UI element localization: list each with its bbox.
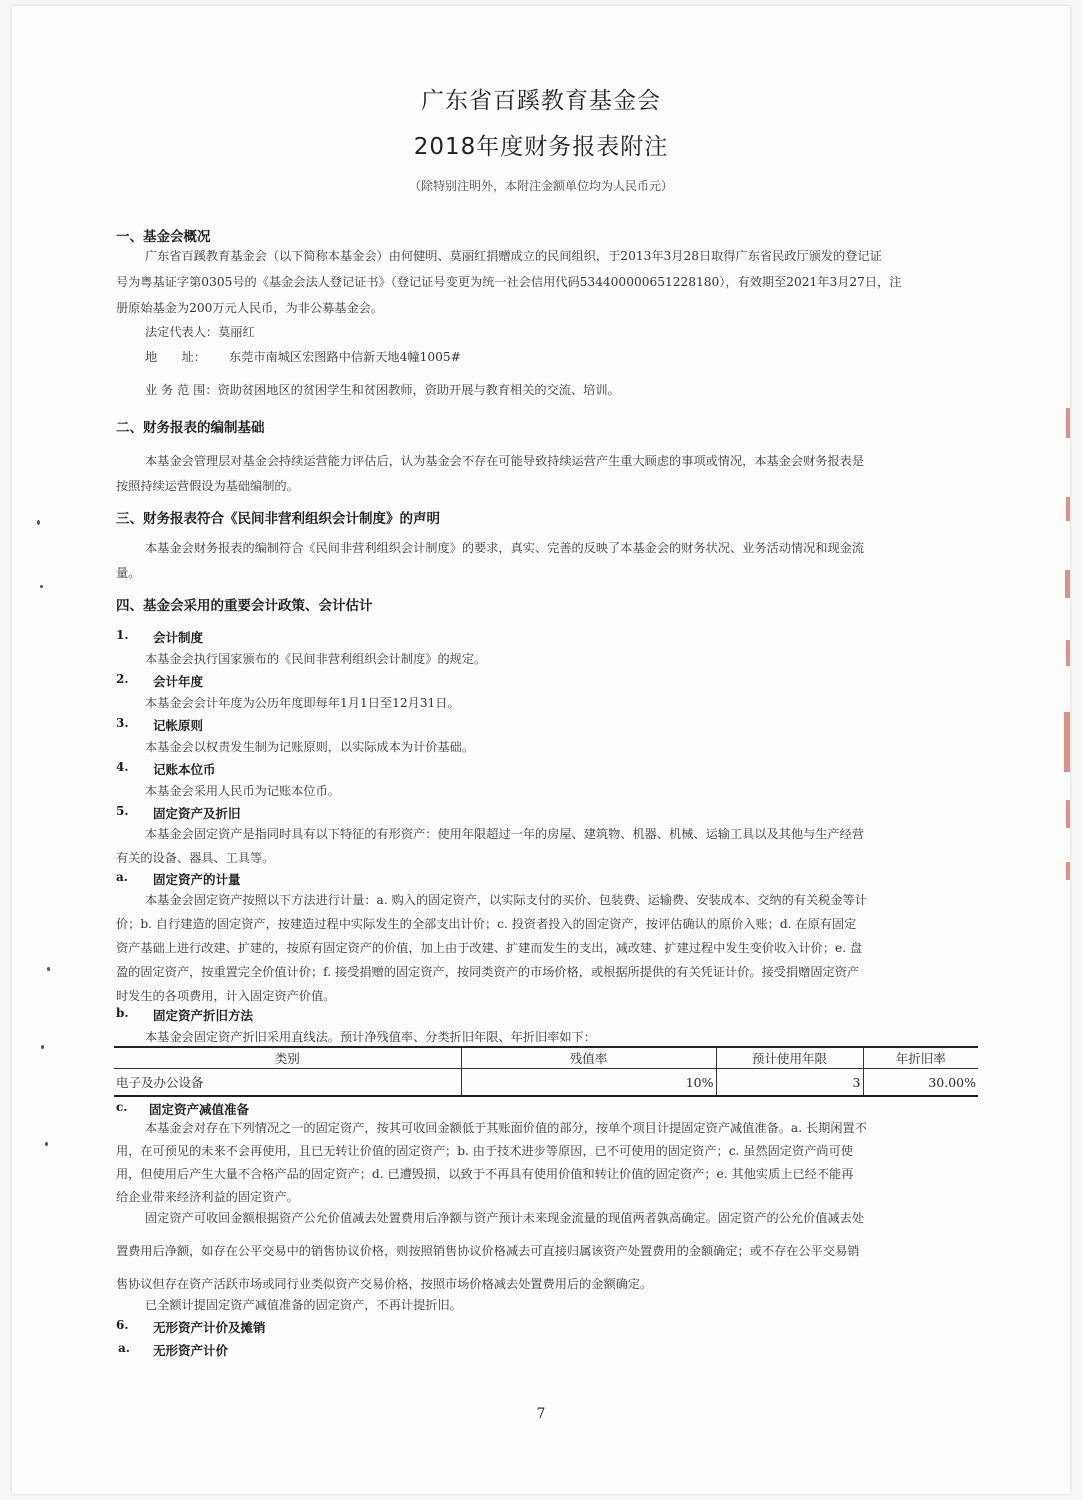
s1-line-2: 号为粤基证字第0305号的《基金会法人登记证书》（登记证号变更为统一社会信用代码534400000651228180），有效期至2021年3月27日，注 (116, 275, 902, 289)
item-5c-number: c. (116, 1100, 128, 1114)
seal-bleed-mark (1066, 497, 1070, 521)
item-3-text: 本基金会以权责发生制为记账原则，以实际成本为计价基础。 (145, 740, 475, 754)
item-5c-line-7: 售协议但存在资产活跃市场或同行业类似资产交易价格，按照市场价格减去处置费用后的金额确定。 (116, 1277, 653, 1291)
s1-line-1: 广东省百蹊教育基金会（以下简称本基金会）由何健明、莫丽红捐赠成立的民间组织，于2013年3月28日取得广东省民政厅颁发的登记证 (145, 249, 882, 263)
s2-line-1: 本基金会管理层对基金会持续运营能力评估后，认为基金会不存在可能导致持续运营产生重大顾虑的事项或情况，本基金会财务报表是 (145, 454, 865, 468)
item-5b-number: b. (116, 1006, 129, 1020)
item-5a-line-1: 本基金会固定资产按照以下方法进行计量：a. 购入的固定资产，以实际支付的买价、包装费、运输费、安装成本、交纳的有关税金等计 (145, 893, 867, 907)
section-4-heading: 四、基金会采用的重要会计政策、会计估计 (116, 598, 373, 614)
table-header-row (114, 1047, 978, 1069)
scan-speck (45, 1142, 48, 1146)
item-2-title: 会计年度 (153, 674, 204, 689)
seal-bleed-mark (1064, 712, 1070, 772)
scan-speck (40, 585, 43, 588)
item-5c-line-4: 给企业带来经济利益的固定资产。 (116, 1190, 299, 1204)
item-5a-line-5: 时发生的各项费用，计入固定资产价值。 (116, 989, 336, 1003)
s1-line-3: 册原始基金为200万元人民币，为非公募基金会。 (116, 301, 384, 315)
s3-line-1: 本基金会财务报表的编制符合《民间非营利组织会计制度》的要求，真实、完善的反映了本基金会的财务状况、业务活动情况和现金流 (145, 541, 865, 555)
item-1-title: 会计制度 (153, 630, 204, 645)
address-label: 地 址： (145, 350, 206, 364)
item-5c-line-3: 用，但使用后产生大量不合格产品的固定资产；d. 已遭毁损，以致于不再具有使用价值和转让价值的固定资产；e. 其他实质上已经不能再 (116, 1167, 854, 1181)
legal-representative: 法定代表人：莫丽红 (145, 325, 255, 339)
seal-bleed-mark (1066, 862, 1070, 880)
item-4-number: 4. (116, 760, 129, 774)
s2-line-2: 按照持续运营假设为基础编制的。 (116, 479, 299, 493)
scan-speck (47, 967, 50, 971)
scan-speck (37, 520, 40, 525)
item-2-text: 本基金会会计年度为公历年度即每年1月1日至12月31日。 (145, 696, 460, 710)
item-5c-line-1: 本基金会对存在下列情况之一的固定资产，按其可收回金额低于其账面价值的部分，按单个项目计提固定资产减值准备。a. 长期闲置不 (145, 1121, 867, 1135)
item-6a-title: 无形资产计价 (153, 1343, 229, 1358)
item-5c-line-5: 固定资产可收回金额根据资产公允价值减去处置费用后净额与资产预计未来现金流量的现值两者孰高确定。固定资产的公允价值减去处 (145, 1211, 865, 1225)
item-6-title: 无形资产计价及摊销 (153, 1320, 266, 1335)
item-5b-title: 固定资产折旧方法 (153, 1008, 254, 1023)
item-5-line-1: 本基金会固定资产是指同时具有以下特征的有形资产：使用年限超过一年的房屋、建筑物、机器、机械、运输工具以及其他与生产经营 (145, 827, 865, 841)
seal-bleed-mark (1066, 800, 1070, 828)
currency-note: （除特别注明外，本附注金额单位均为人民币元） (408, 179, 673, 193)
item-5a-line-2: 价；b. 自行建造的固定资产，按建造过程中实际发生的全部支出计价；c. 投资者投入的固定资产，按评估确认的原价入账；d. 在原有固定 (116, 917, 857, 931)
item-5a-line-4: 盈的固定资产，按重置完全价值计价；f. 接受捐赠的固定资产，按同类资产的市场价格，或根据所提供的有关凭证计价。接受捐赠固定资产 (116, 965, 860, 979)
seal-bleed-mark (1065, 570, 1070, 598)
item-5b-text: 本基金会固定资产折旧采用直线法。预计净残值率、分类折旧年限、年折旧率如下： (145, 1030, 596, 1044)
item-5c-line-6: 置费用后净额，如存在公平交易中的销售协议价格，则按照销售协议价格减去可直接归属该资产处置费用的金额确定；或不存在公平交易销 (116, 1244, 860, 1258)
table-row (114, 1069, 978, 1097)
page-number: 7 (536, 1406, 546, 1422)
item-5c-line-2: 用，在可预见的未来不会再使用，且已无转让价值的固定资产；b. 由于技术进步等原因，已不可使用的固定资产；c. 虽然固定资产尚可使 (116, 1144, 853, 1158)
item-5-title: 固定资产及折旧 (153, 806, 241, 821)
s3-line-2: 量。 (116, 566, 141, 580)
item-6-number: 6. (116, 1318, 129, 1332)
seal-bleed-mark (1066, 640, 1070, 666)
item-5-line-2: 有关的设备、器具、工具等。 (116, 851, 275, 865)
item-2-number: 2. (116, 672, 129, 686)
item-3-title: 记帐原则 (153, 718, 204, 733)
item-5a-line-3: 资产基础上进行改建、扩建的，按原有固定资产的价值，加上由于改建、扩建而发生的支出，减改建、扩建过程中发生变价收入计价；e. 盘 (116, 941, 863, 955)
item-4-title: 记账本位币 (153, 762, 216, 777)
depreciation-table (114, 1046, 978, 1097)
item-5c-title: 固定资产减值准备 (149, 1102, 250, 1117)
item-1-number: 1. (116, 628, 129, 642)
cell-annual-rate: 30.00% (863, 1069, 978, 1097)
document-title: 广东省百蹊教育基金会 (421, 88, 661, 114)
table-header-annual-rate: 年折旧率 (863, 1047, 978, 1069)
cell-category: 电子及办公设备 (114, 1069, 461, 1097)
address: 东莞市南城区宏图路中信新天地4幢1005# (229, 350, 461, 364)
table-header-category: 类别 (114, 1047, 461, 1069)
item-1-text: 本基金会执行国家颁布的《民间非营利组织会计制度》的规定。 (145, 652, 487, 666)
table-header-residual-rate: 残值率 (461, 1047, 716, 1069)
item-5c-line-8: 已全额计提固定资产减值准备的固定资产，不再计提折旧。 (145, 1298, 462, 1312)
section-1-heading: 一、基金会概况 (116, 229, 211, 245)
item-3-number: 3. (116, 716, 129, 730)
item-6a-number: a. (118, 1341, 130, 1355)
section-2-heading: 二、财务报表的编制基础 (116, 420, 265, 436)
document-subtitle: 2018年度财务报表附注 (413, 134, 669, 160)
item-5a-number: a. (116, 870, 128, 884)
business-scope: 业 务 范 围：资助贫困地区的贫困学生和贫困教师，资助开展与教育相关的交流、培训。 (145, 383, 620, 397)
cell-useful-life: 3 (716, 1069, 863, 1097)
cell-residual-rate: 10% (461, 1069, 716, 1097)
item-4-text: 本基金会采用人民币为记账本位币。 (145, 784, 340, 798)
item-5a-title: 固定资产的计量 (153, 872, 241, 887)
table-header-useful-life: 预计使用年限 (716, 1047, 863, 1069)
section-3-heading: 三、财务报表符合《民间非营利组织会计制度》的声明 (116, 511, 440, 527)
item-5-number: 5. (116, 804, 129, 818)
scan-speck (41, 1045, 44, 1049)
seal-bleed-mark (1066, 408, 1070, 438)
